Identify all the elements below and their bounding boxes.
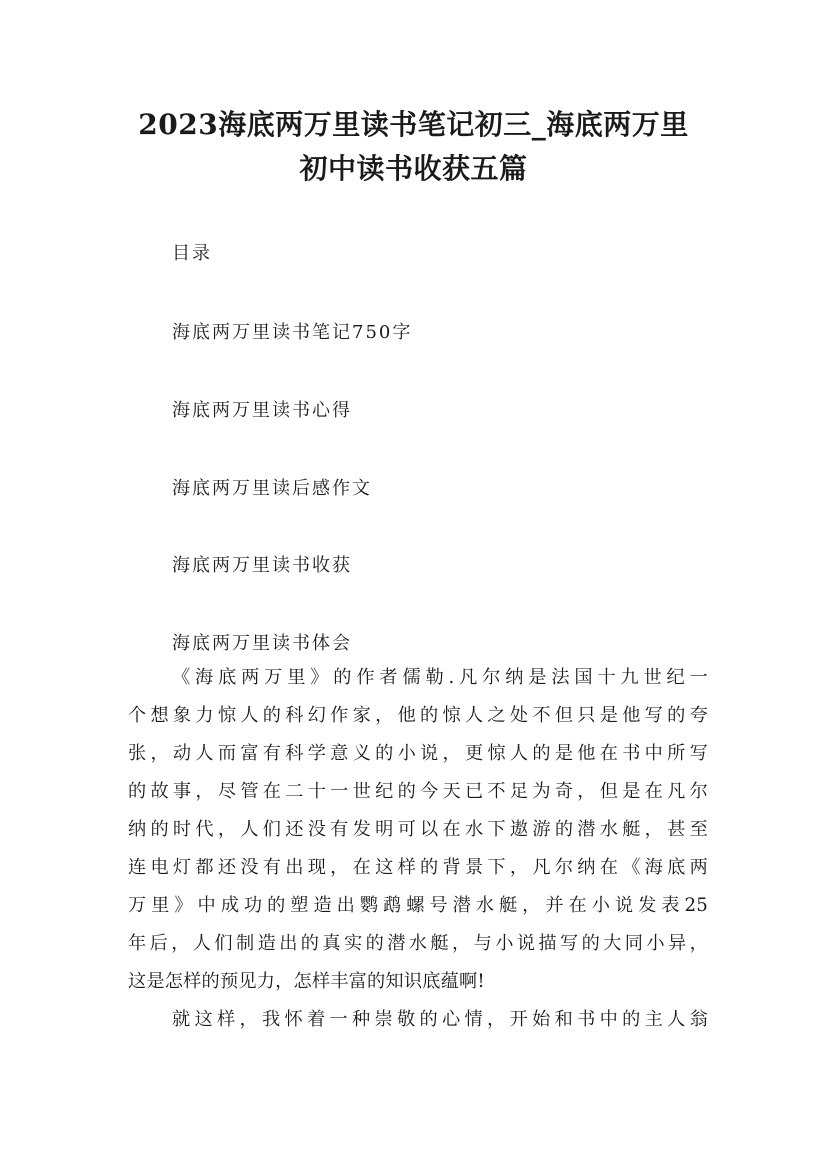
body-text-line: 年后，人们制造出的真实的潜水艇，与小说描写的大同小异， bbox=[128, 933, 708, 954]
body-text-line: 的故事，尽管在二十一世纪的今天已不足为奇，但是在凡尔 bbox=[128, 781, 708, 802]
body-text-line: 这是怎样的预见力，怎样丰富的知识底蕴啊! bbox=[128, 971, 485, 992]
body-text-line: 张，动人而富有科学意义的小说，更惊人的是他在书中所写 bbox=[128, 743, 708, 764]
document-title-line-1: 2023海底两万里读书笔记初三_海底两万里 bbox=[138, 108, 689, 141]
toc-item: 海底两万里读书笔记750字 bbox=[172, 322, 413, 343]
toc-item: 海底两万里读后感作文 bbox=[172, 478, 372, 499]
toc-item: 海底两万里读书收获 bbox=[172, 555, 352, 576]
body-text-line: 就这样，我怀着一种崇敬的心情，开始和书中的主人翁 bbox=[172, 1009, 708, 1030]
document-title-line-2: 初中读书收获五篇 bbox=[299, 152, 528, 185]
toc-item: 海底两万里读书体会 bbox=[172, 633, 352, 654]
toc-item: 海底两万里读书心得 bbox=[172, 400, 352, 421]
body-text-line: 万里》中成功的塑造出鹦鹉螺号潜水艇，并在小说发表25 bbox=[128, 895, 708, 916]
body-text-line: 《海底两万里》的作者儒勒.凡尔纳是法国十九世纪一 bbox=[172, 667, 708, 688]
body-text-line: 个想象力惊人的科幻作家，他的惊人之处不但只是他写的夸 bbox=[128, 705, 708, 726]
body-text-line: 连电灯都还没有出现，在这样的背景下，凡尔纳在《海底两 bbox=[128, 857, 708, 878]
toc-heading: 目录 bbox=[172, 243, 212, 264]
body-text-line: 纳的时代，人们还没有发明可以在水下遨游的潜水艇，甚至 bbox=[128, 819, 708, 840]
